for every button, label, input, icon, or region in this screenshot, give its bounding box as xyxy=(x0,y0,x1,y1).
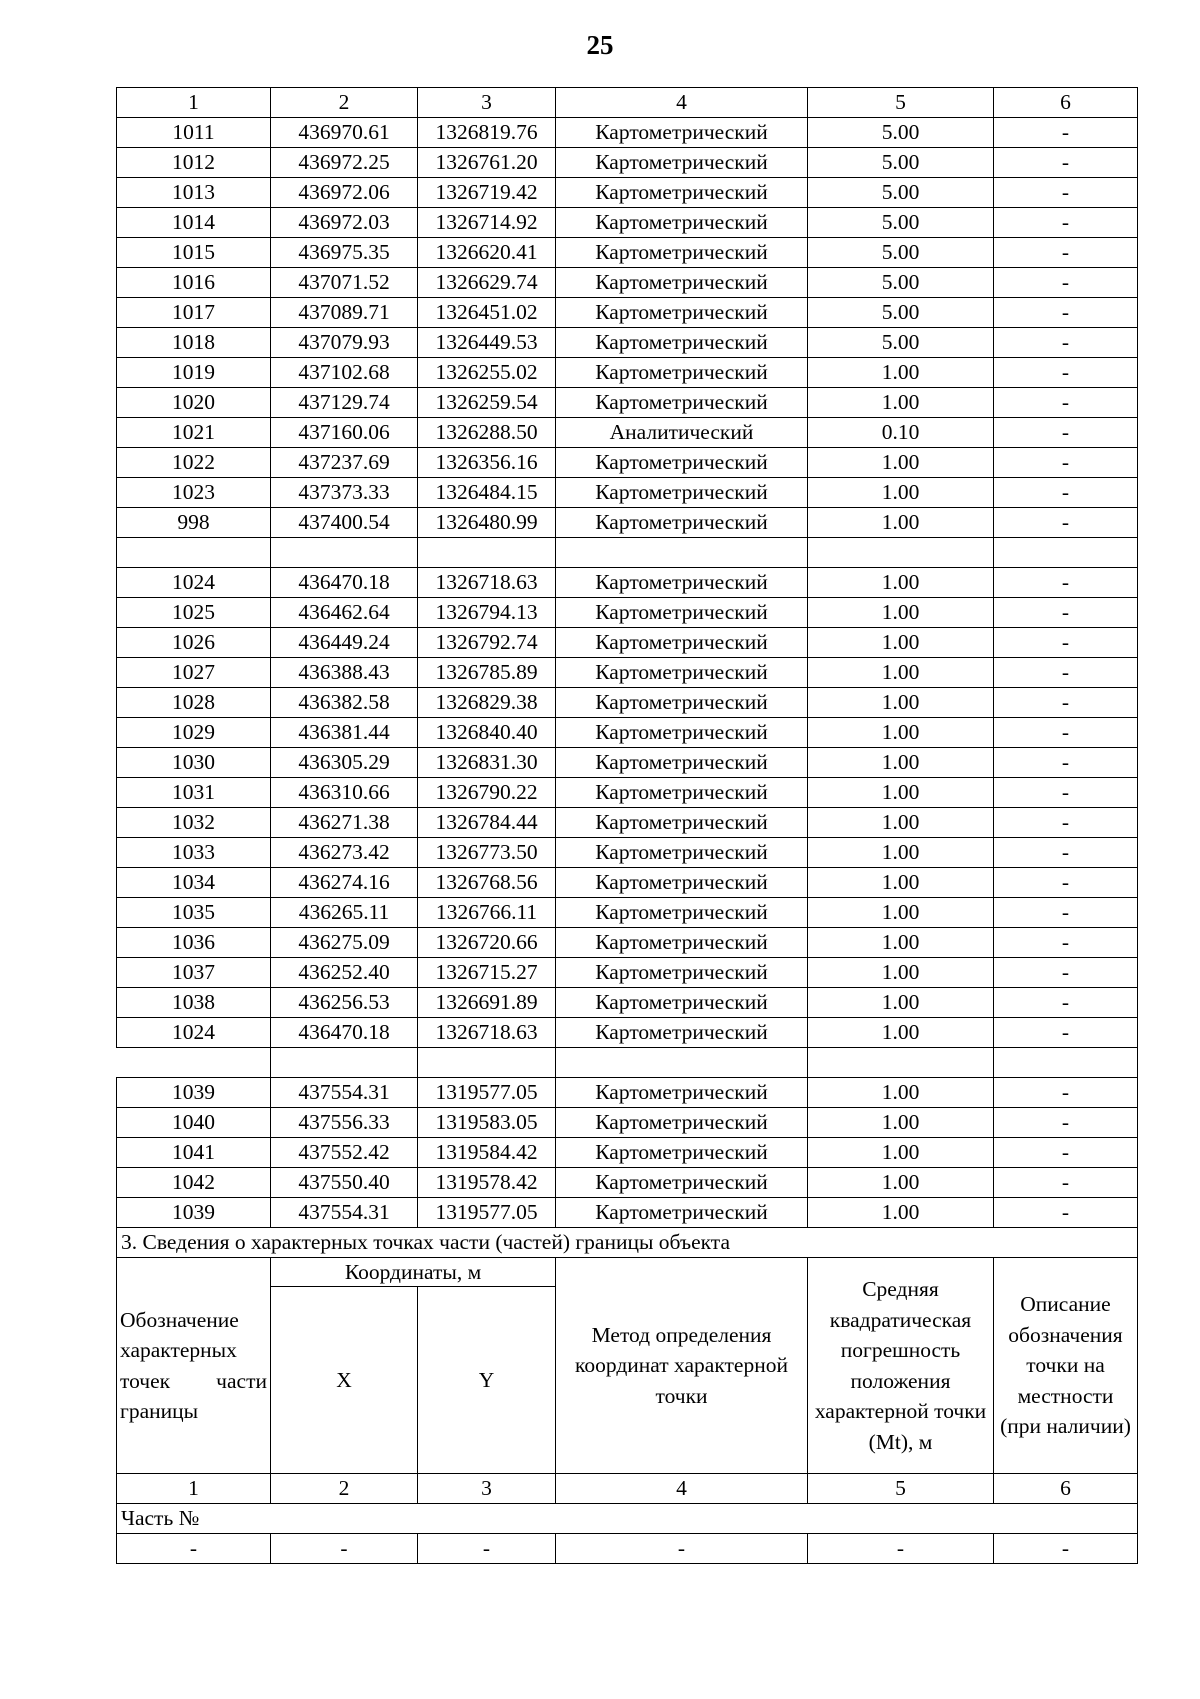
table-cell: - xyxy=(994,718,1138,748)
table-row xyxy=(117,838,1138,868)
table-cell: 436970.61 xyxy=(271,118,418,148)
table-cell: 436449.24 xyxy=(271,628,418,658)
table-cell: 436462.64 xyxy=(271,598,418,628)
table-cell: 436470.18 xyxy=(271,568,418,598)
part-label: Часть № xyxy=(117,1504,1138,1534)
table-cell: 1024 xyxy=(117,568,271,598)
table-cell: 436271.38 xyxy=(271,808,418,838)
table-cell: - xyxy=(271,1534,418,1564)
table-cell: 1.00 xyxy=(808,1078,994,1108)
table-cell: Картометрический xyxy=(556,238,808,268)
table-cell: - xyxy=(994,838,1138,868)
table-cell: 2 xyxy=(271,88,418,118)
table-cell: 1326484.15 xyxy=(418,478,556,508)
table-row xyxy=(117,718,1138,748)
table-cell: - xyxy=(994,928,1138,958)
table-cell: - xyxy=(994,658,1138,688)
table-cell: Картометрический xyxy=(556,568,808,598)
table-cell: 436256.53 xyxy=(271,988,418,1018)
table-cell: Картометрический xyxy=(556,478,808,508)
table-cell: - xyxy=(994,748,1138,778)
table-cell: 1326629.74 xyxy=(418,268,556,298)
table-cell: 1020 xyxy=(117,388,271,418)
table-cell: 3 xyxy=(418,1474,556,1504)
table-cell: Картометрический xyxy=(556,688,808,718)
table-cell: 1023 xyxy=(117,478,271,508)
table-cell: 5.00 xyxy=(808,118,994,148)
table-cell: 437554.31 xyxy=(271,1078,418,1108)
table-cell: 1.00 xyxy=(808,658,994,688)
table-cell: Картометрический xyxy=(556,988,808,1018)
table-cell: 1022 xyxy=(117,448,271,478)
table-cell: - xyxy=(994,1018,1138,1048)
table-cell: - xyxy=(994,778,1138,808)
table-cell: 436274.16 xyxy=(271,868,418,898)
blank-row xyxy=(117,538,1138,568)
table-cell: 1326794.13 xyxy=(418,598,556,628)
table-cell: - xyxy=(994,508,1138,538)
table-cell: - xyxy=(994,958,1138,988)
table-cell: Картометрический xyxy=(556,1018,808,1048)
table-cell: - xyxy=(994,298,1138,328)
table-cell: - xyxy=(994,898,1138,928)
table-cell: 1.00 xyxy=(808,598,994,628)
table-row xyxy=(117,1078,1138,1108)
table-cell: 1.00 xyxy=(808,868,994,898)
section-title-row xyxy=(117,1228,1138,1258)
header-point-designation: Обозначение характерных точек части границы xyxy=(117,1258,271,1474)
table-cell: 1041 xyxy=(117,1138,271,1168)
table-cell: - xyxy=(994,148,1138,178)
table-cell: 1011 xyxy=(117,118,271,148)
table-cell: 1326719.42 xyxy=(418,178,556,208)
table-cell: Картометрический xyxy=(556,358,808,388)
table-cell: 1.00 xyxy=(808,1198,994,1228)
table-cell: 1042 xyxy=(117,1168,271,1198)
table-cell: 436470.18 xyxy=(271,1018,418,1048)
table-cell: 436252.40 xyxy=(271,958,418,988)
table-cell: 1326259.54 xyxy=(418,388,556,418)
table-cell: 1017 xyxy=(117,298,271,328)
table-cell: Картометрический xyxy=(556,268,808,298)
table-cell: 1.00 xyxy=(808,838,994,868)
table-cell: Картометрический xyxy=(556,1078,808,1108)
table-cell: 5.00 xyxy=(808,148,994,178)
table-cell: 1036 xyxy=(117,928,271,958)
table-row xyxy=(117,238,1138,268)
table-row xyxy=(117,358,1138,388)
table-cell: 1016 xyxy=(117,268,271,298)
section-header-row xyxy=(117,1258,1138,1287)
table-cell: 1037 xyxy=(117,958,271,988)
table-cell: 1.00 xyxy=(808,898,994,928)
table-cell: - xyxy=(994,868,1138,898)
table-cell: 1.00 xyxy=(808,988,994,1018)
table-cell: 3 xyxy=(418,88,556,118)
table-cell: - xyxy=(994,1534,1138,1564)
table-cell: 436382.58 xyxy=(271,688,418,718)
table-cell: Картометрический xyxy=(556,628,808,658)
part-row xyxy=(117,1504,1138,1534)
table-cell: 1039 xyxy=(117,1198,271,1228)
header-mean-error: Средняя квадратическая погрешность положения характерной точки (Mt), м xyxy=(808,1258,994,1474)
table-cell: 437089.71 xyxy=(271,298,418,328)
table-cell: 437400.54 xyxy=(271,508,418,538)
table-cell: 1326819.76 xyxy=(418,118,556,148)
table-cell: - xyxy=(994,1138,1138,1168)
table-cell: - xyxy=(994,1108,1138,1138)
section-title: 3. Сведения о характерных точках части (частей) границы объекта xyxy=(117,1228,1138,1258)
table-row xyxy=(117,1018,1138,1048)
table-cell: 1024 xyxy=(117,1018,271,1048)
table-cell: Картометрический xyxy=(556,868,808,898)
table-cell: 1039 xyxy=(117,1078,271,1108)
table-row xyxy=(117,208,1138,238)
table-cell: 5 xyxy=(808,1474,994,1504)
table-cell: 1326288.50 xyxy=(418,418,556,448)
table-cell: 1035 xyxy=(117,898,271,928)
table-cell xyxy=(418,1048,556,1078)
table-cell: 1326784.44 xyxy=(418,808,556,838)
table-cell xyxy=(117,538,271,568)
table-row xyxy=(117,778,1138,808)
table-cell: 1326620.41 xyxy=(418,238,556,268)
table-cell: 1.00 xyxy=(808,1018,994,1048)
table-cell: 1326785.89 xyxy=(418,658,556,688)
table-row xyxy=(117,898,1138,928)
table-row xyxy=(117,628,1138,658)
table-cell: 437160.06 xyxy=(271,418,418,448)
table-cell: 437237.69 xyxy=(271,448,418,478)
table-cell: - xyxy=(418,1534,556,1564)
table-row xyxy=(117,1534,1138,1564)
table-cell: 1.00 xyxy=(808,928,994,958)
table-cell: 1319578.42 xyxy=(418,1168,556,1198)
table-cell: - xyxy=(994,988,1138,1018)
table-cell: 1021 xyxy=(117,418,271,448)
table-cell: 1.00 xyxy=(808,1108,994,1138)
header-y: Y xyxy=(418,1287,556,1474)
table-cell: 4 xyxy=(556,88,808,118)
table-cell: - xyxy=(994,1198,1138,1228)
table-cell: 436972.06 xyxy=(271,178,418,208)
table-cell: Картометрический xyxy=(556,178,808,208)
table-cell: 437373.33 xyxy=(271,478,418,508)
table-row xyxy=(117,928,1138,958)
header-x: X xyxy=(271,1287,418,1474)
column-number-row xyxy=(117,88,1138,118)
table-cell: 1040 xyxy=(117,1108,271,1138)
table-row xyxy=(117,808,1138,838)
table-cell: - xyxy=(994,448,1138,478)
table-row xyxy=(117,568,1138,598)
table-cell: - xyxy=(994,628,1138,658)
table-cell: 1027 xyxy=(117,658,271,688)
table-row xyxy=(117,1108,1138,1138)
table-cell: - xyxy=(994,598,1138,628)
table-cell: 1319583.05 xyxy=(418,1108,556,1138)
table-cell: - xyxy=(994,1168,1138,1198)
table-cell: Картометрический xyxy=(556,718,808,748)
table-cell: Картометрический xyxy=(556,298,808,328)
table-cell xyxy=(418,538,556,568)
table-cell: Аналитический xyxy=(556,418,808,448)
table-cell: Картометрический xyxy=(556,958,808,988)
table-row xyxy=(117,328,1138,358)
table-cell: 1319577.05 xyxy=(418,1198,556,1228)
table-cell: 436305.29 xyxy=(271,748,418,778)
table-cell: - xyxy=(994,478,1138,508)
table-cell: 1326449.53 xyxy=(418,328,556,358)
table-cell: Картометрический xyxy=(556,748,808,778)
table-cell: Картометрический xyxy=(556,508,808,538)
table-cell: Картометрический xyxy=(556,388,808,418)
table-cell: - xyxy=(808,1534,994,1564)
table-cell: 1015 xyxy=(117,238,271,268)
table-cell: Картометрический xyxy=(556,448,808,478)
table-cell: 436388.43 xyxy=(271,658,418,688)
table-cell: 1028 xyxy=(117,688,271,718)
table-cell: 1 xyxy=(117,1474,271,1504)
table-cell: 1326831.30 xyxy=(418,748,556,778)
table-cell: 5.00 xyxy=(808,328,994,358)
table-cell: 436275.09 xyxy=(271,928,418,958)
table-cell: 436310.66 xyxy=(271,778,418,808)
table-cell: 6 xyxy=(994,1474,1138,1504)
table-cell: 1326766.11 xyxy=(418,898,556,928)
table-cell: 437552.42 xyxy=(271,1138,418,1168)
table-cell: 1.00 xyxy=(808,958,994,988)
table-cell xyxy=(117,1048,271,1078)
table-cell: 1.00 xyxy=(808,778,994,808)
table-cell: - xyxy=(994,268,1138,298)
table-cell: 1.00 xyxy=(808,448,994,478)
header-description: Описание обозначения точки на местности (при наличии) xyxy=(994,1258,1138,1474)
table-cell: 1018 xyxy=(117,328,271,358)
table-cell: - xyxy=(994,568,1138,598)
table-cell: 1326792.74 xyxy=(418,628,556,658)
table-cell: Картометрический xyxy=(556,658,808,688)
table-cell xyxy=(556,1048,808,1078)
table-cell: 1033 xyxy=(117,838,271,868)
table-row xyxy=(117,178,1138,208)
table-cell: 1326691.89 xyxy=(418,988,556,1018)
table-cell: - xyxy=(994,118,1138,148)
table-cell: 1 xyxy=(117,88,271,118)
table-row xyxy=(117,148,1138,178)
table-cell: Картометрический xyxy=(556,148,808,178)
table-cell: 1.00 xyxy=(808,388,994,418)
table-cell: 1326829.38 xyxy=(418,688,556,718)
table-cell: 1326720.66 xyxy=(418,928,556,958)
table-cell xyxy=(808,538,994,568)
header-method: Метод определения координат характерной точки xyxy=(556,1258,808,1474)
table-cell: Картометрический xyxy=(556,838,808,868)
table-cell: 1326790.22 xyxy=(418,778,556,808)
table-cell: 5.00 xyxy=(808,268,994,298)
table-row xyxy=(117,658,1138,688)
table-cell: Картометрический xyxy=(556,1138,808,1168)
blank-row xyxy=(117,1048,1138,1078)
table-cell: - xyxy=(994,238,1138,268)
table-cell: Картометрический xyxy=(556,1198,808,1228)
table-cell: 437554.31 xyxy=(271,1198,418,1228)
table-cell: 1.00 xyxy=(808,718,994,748)
table-cell: 1.00 xyxy=(808,568,994,598)
table-cell: Картометрический xyxy=(556,808,808,838)
table-cell: 436972.25 xyxy=(271,148,418,178)
table-cell: 5.00 xyxy=(808,178,994,208)
table-cell: 998 xyxy=(117,508,271,538)
table-row xyxy=(117,388,1138,418)
table-cell: Картометрический xyxy=(556,598,808,628)
table-cell xyxy=(271,538,418,568)
table-row xyxy=(117,298,1138,328)
table-cell: - xyxy=(117,1534,271,1564)
table-cell: 0.10 xyxy=(808,418,994,448)
table-cell xyxy=(271,1048,418,1078)
table-cell: 1326768.56 xyxy=(418,868,556,898)
table-cell: 1326773.50 xyxy=(418,838,556,868)
table-cell: 1319577.05 xyxy=(418,1078,556,1108)
table-cell: 1326714.92 xyxy=(418,208,556,238)
table-cell: Картометрический xyxy=(556,118,808,148)
table-cell: Картометрический xyxy=(556,208,808,238)
table-cell: 1326718.63 xyxy=(418,1018,556,1048)
table-cell: 1326715.27 xyxy=(418,958,556,988)
table-cell: 436975.35 xyxy=(271,238,418,268)
table-cell: 436265.11 xyxy=(271,898,418,928)
table-cell: 1326480.99 xyxy=(418,508,556,538)
table-row xyxy=(117,478,1138,508)
table-cell: 1030 xyxy=(117,748,271,778)
table-cell xyxy=(994,1048,1138,1078)
table-cell: 1326718.63 xyxy=(418,568,556,598)
table-row xyxy=(117,988,1138,1018)
table-cell: 436273.42 xyxy=(271,838,418,868)
table-cell xyxy=(556,538,808,568)
column-number-row xyxy=(117,1474,1138,1504)
coordinates-table xyxy=(116,87,1138,1564)
table-cell: 437102.68 xyxy=(271,358,418,388)
table-cell: Картометрический xyxy=(556,898,808,928)
table-cell: 5.00 xyxy=(808,208,994,238)
table-row xyxy=(117,268,1138,298)
table-cell: 1.00 xyxy=(808,478,994,508)
table-cell: 5.00 xyxy=(808,238,994,268)
table-cell: - xyxy=(994,1078,1138,1108)
table-row xyxy=(117,1138,1138,1168)
table-cell: 437079.93 xyxy=(271,328,418,358)
table-cell: 1026 xyxy=(117,628,271,658)
table-row xyxy=(117,958,1138,988)
table-cell: Картометрический xyxy=(556,1168,808,1198)
table-cell: 1019 xyxy=(117,358,271,388)
table-cell: 1326356.16 xyxy=(418,448,556,478)
table-cell: Картометрический xyxy=(556,1108,808,1138)
table-cell: 1038 xyxy=(117,988,271,1018)
table-cell: 1032 xyxy=(117,808,271,838)
table-cell: 5 xyxy=(808,88,994,118)
table-cell: - xyxy=(994,688,1138,718)
table-cell: 1326761.20 xyxy=(418,148,556,178)
table-cell: - xyxy=(994,388,1138,418)
table-cell: 1014 xyxy=(117,208,271,238)
table-row xyxy=(117,598,1138,628)
table-cell: 4 xyxy=(556,1474,808,1504)
table-cell: 1326255.02 xyxy=(418,358,556,388)
table-row xyxy=(117,508,1138,538)
table-cell: 1013 xyxy=(117,178,271,208)
table-cell: 1034 xyxy=(117,868,271,898)
table-cell: 437129.74 xyxy=(271,388,418,418)
table-row xyxy=(117,688,1138,718)
table-row xyxy=(117,418,1138,448)
table-cell: - xyxy=(994,328,1138,358)
table-cell: Картометрический xyxy=(556,328,808,358)
table-cell: 436381.44 xyxy=(271,718,418,748)
table-cell: 1326840.40 xyxy=(418,718,556,748)
table-cell: Картометрический xyxy=(556,928,808,958)
table-cell: 1.00 xyxy=(808,628,994,658)
table-cell: 1.00 xyxy=(808,808,994,838)
table-cell: 1.00 xyxy=(808,748,994,778)
table-cell: 1.00 xyxy=(808,508,994,538)
table-cell: 1.00 xyxy=(808,1168,994,1198)
table-cell: 1326451.02 xyxy=(418,298,556,328)
table-cell: - xyxy=(994,178,1138,208)
table-cell: 1012 xyxy=(117,148,271,178)
table-cell: 1319584.42 xyxy=(418,1138,556,1168)
table-cell: 6 xyxy=(994,88,1138,118)
table-cell: 1031 xyxy=(117,778,271,808)
table-cell: 5.00 xyxy=(808,298,994,328)
table-cell: 1025 xyxy=(117,598,271,628)
table-row xyxy=(117,448,1138,478)
page-number: 25 xyxy=(586,30,614,60)
table-cell xyxy=(808,1048,994,1078)
table-cell: 1.00 xyxy=(808,1138,994,1168)
table-row xyxy=(117,748,1138,778)
table-cell: 1.00 xyxy=(808,358,994,388)
table-cell: 1029 xyxy=(117,718,271,748)
header-coordinates: Координаты, м xyxy=(271,1258,556,1287)
table-cell: - xyxy=(994,418,1138,448)
table-cell: 1.00 xyxy=(808,688,994,718)
table-cell: 437556.33 xyxy=(271,1108,418,1138)
table-cell: 437550.40 xyxy=(271,1168,418,1198)
table-cell: - xyxy=(994,358,1138,388)
table-cell: 437071.52 xyxy=(271,268,418,298)
table-cell: 436972.03 xyxy=(271,208,418,238)
table-row xyxy=(117,868,1138,898)
table-cell: - xyxy=(994,808,1138,838)
table-row xyxy=(117,118,1138,148)
table-cell xyxy=(994,538,1138,568)
table-cell: - xyxy=(994,208,1138,238)
table-cell: - xyxy=(556,1534,808,1564)
table-row xyxy=(117,1168,1138,1198)
table-row xyxy=(117,1198,1138,1228)
table-cell: 2 xyxy=(271,1474,418,1504)
table-cell: Картометрический xyxy=(556,778,808,808)
